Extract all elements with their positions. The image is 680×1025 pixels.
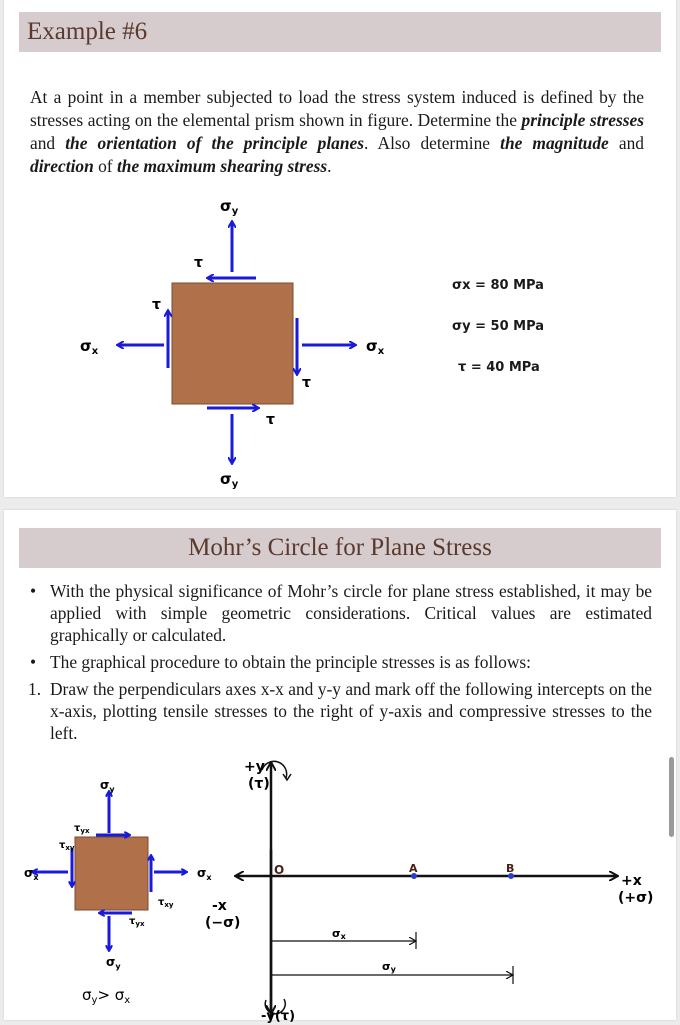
- slide-example-6: [4, 0, 676, 497]
- svg-text:τxy: $\tau_{xy}$: [59, 840, 75, 852]
- problem-text: At a point in a member subjected to load the stress system induced is defined by the stresses acting on the elemental prism shown in figure. Determine the: [30, 87, 644, 130]
- label-tau-top: τ: [194, 255, 203, 271]
- label-sigma-x-left: $\sigma_x$: [80, 337, 99, 357]
- label-tau-right: τ: [302, 375, 311, 391]
- bullet-marker: •: [30, 581, 37, 601]
- element-square: [172, 283, 293, 404]
- problem-text: .: [327, 156, 332, 176]
- element-square-small: [75, 837, 148, 910]
- label-tau-left: τ: [152, 297, 161, 313]
- slide-title: Example #6: [19, 12, 661, 52]
- problem-emphasis: principle stresses: [521, 110, 645, 130]
- svg-text:σy: σy: [382, 960, 396, 974]
- problem-text: and: [608, 133, 644, 153]
- problem-emphasis: direction: [30, 156, 94, 176]
- svg-text:(+σ): (+σ): [618, 890, 654, 906]
- condition-label: $\sigma_y> \sigma_x$: [82, 986, 131, 1006]
- svg-text:(τ): (τ): [248, 776, 270, 792]
- label-sigma-x-right: $\sigma_x$: [366, 337, 385, 357]
- svg-text:τyx: $\tau_{yx}$: [129, 916, 145, 928]
- svg-text:(−σ): (−σ): [205, 915, 241, 931]
- svg-text:σy: $\sigma_y$: [106, 955, 121, 971]
- problem-emphasis: the orientation of the principle planes: [65, 133, 365, 153]
- label-sigma-y-top: $\sigma_y$: [220, 197, 239, 217]
- svg-text:B: B: [506, 862, 515, 875]
- slide-title: Mohr’s Circle for Plane Stress: [19, 528, 661, 568]
- label-tau-bottom: τ: [266, 412, 275, 428]
- list-item: [24, 580, 652, 646]
- bullet-list: [24, 580, 652, 749]
- svg-text:-x: -x: [212, 898, 227, 914]
- svg-text:σx: $\sigma_x$: [197, 866, 212, 882]
- list-item-text: With the physical significance of Mohr’s circle for plane stress established, it may be applied with simple geometric considerations. Critical values are estimated graphically or calculated.: [50, 581, 652, 645]
- svg-text:σx: σx: [332, 927, 346, 941]
- list-item: [24, 678, 652, 744]
- svg-text:τxy: $\tau_{xy}$: [158, 897, 174, 909]
- list-item-text: Draw the perpendiculars axes x-x and y-y and mark off the following intercepts on the x-axis, plotting tensile stresses to the right of y-axis and compressive stresses to the left.: [50, 679, 652, 743]
- list-item-text: The graphical procedure to obtain the principle stresses is as follows:: [50, 652, 532, 672]
- stress-element-diagram: [4, 0, 676, 497]
- svg-text:τyx: $\tau_{yx}$: [74, 823, 90, 835]
- problem-emphasis: the magnitude: [500, 133, 609, 153]
- svg-text:A: A: [409, 862, 418, 875]
- svg-text:σy: $\sigma_y$: [100, 778, 115, 794]
- svg-text:+x: +x: [621, 873, 642, 889]
- number-marker: 1.: [28, 679, 42, 699]
- problem-text: of: [93, 156, 117, 176]
- bullet-marker: •: [30, 652, 37, 672]
- svg-text:σx: $\sigma_x$: [24, 866, 39, 882]
- scrollbar-thumb[interactable]: [669, 757, 674, 837]
- problem-text: . Also determine: [364, 133, 501, 153]
- value-sigma-x: σx = 80 MPa: [452, 278, 544, 293]
- value-sigma-y: σy = 50 MPa: [452, 319, 545, 334]
- slide-mohrs-circle: [4, 510, 676, 1024]
- mohr-axes-diagram: [4, 750, 676, 1025]
- label-sigma-y-bottom: $\sigma_y$: [220, 470, 239, 490]
- svg-text:-y(τ): -y(τ): [261, 1009, 296, 1024]
- problem-emphasis: the maximum shearing stress: [116, 156, 328, 176]
- svg-text:O: O: [274, 863, 285, 877]
- value-tau: τ = 40 MPa: [458, 360, 540, 375]
- list-item: [24, 651, 652, 673]
- problem-text: and: [30, 133, 66, 153]
- svg-text:+y: +y: [244, 759, 265, 775]
